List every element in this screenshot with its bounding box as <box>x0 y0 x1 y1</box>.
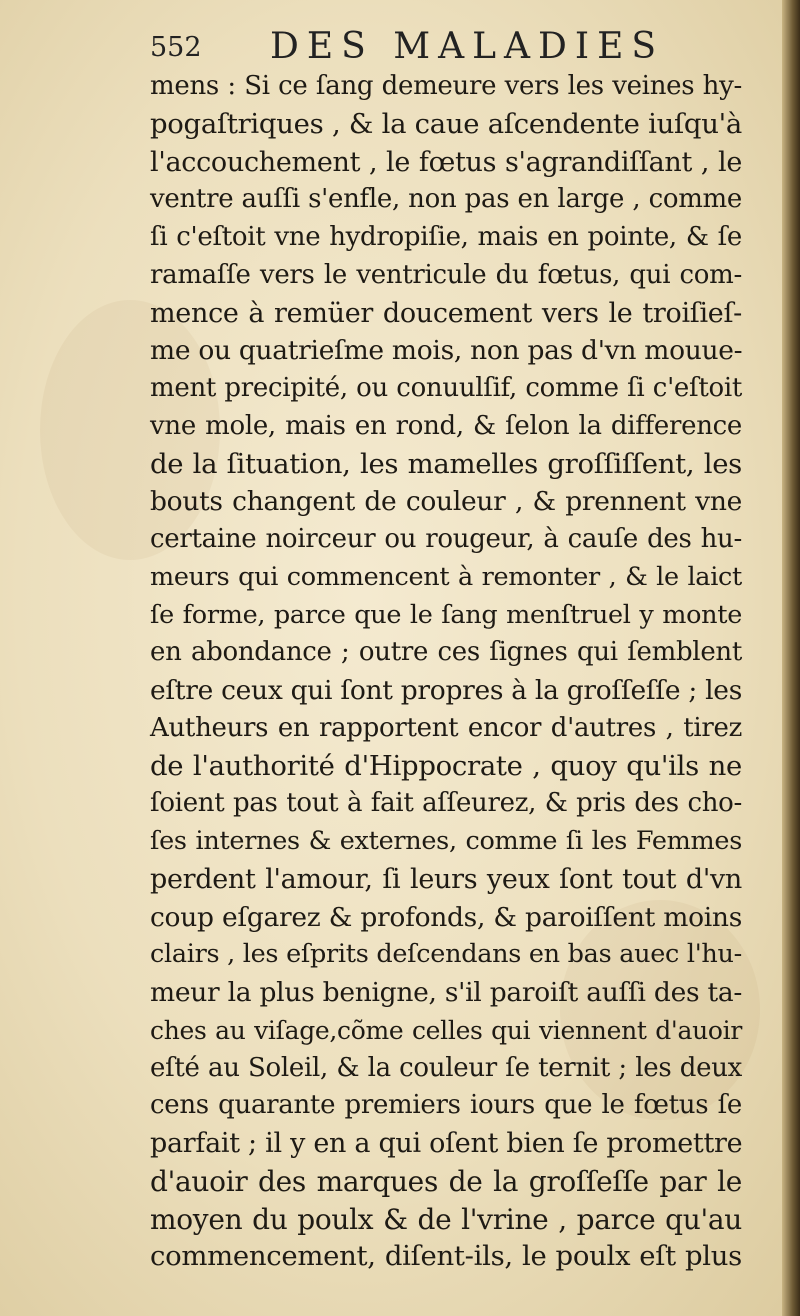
text-line: bouts changent de couleur , & prennent vne <box>150 486 742 518</box>
text-line: cens quarante premiers iours que le fœtus ſe <box>150 1090 742 1121</box>
text-line: certaine noirceur ou rougeur, à cauſe des hu- <box>150 524 742 554</box>
text-line: ches au viſage,cõme celles qui viennent d'auoir <box>150 1015 742 1045</box>
text-line: ventre auſſi s'enfle, non pas en large , comme <box>150 184 742 215</box>
text-line: de l'authorité d'Hippocrate , quoy qu'ils ne <box>150 749 742 782</box>
page-number: 552 <box>150 32 202 63</box>
text-line: d'auoir des marques de la groſſeſſe par le <box>150 1164 742 1198</box>
body-text <box>150 68 742 1276</box>
text-line: ſe forme, parce que le ſang menſtruel y monte <box>150 599 742 630</box>
text-line: commencement, diſent-ils, le poulx eſt plus <box>150 1240 742 1273</box>
text-line: clairs , les eſprits deſcendans en bas auec l'hu- <box>150 939 742 970</box>
text-line: de la ſituation, les mamelles groſſiſſent, les <box>150 447 742 480</box>
text-line: mens : Si ce ſang demeure vers les veines hy- <box>150 71 742 101</box>
text-line: eſté au Soleil, & la couleur ſe ternit ; les deux <box>150 1052 742 1083</box>
text-line: coup eſgarez & profonds, & paroiſſent moins <box>150 901 742 933</box>
text-line: l'accouchement , le fœtus s'agrandiſſant , le <box>150 146 742 178</box>
text-line: eſtre ceux qui ſont propres à la groſſeſſe ; les <box>150 675 742 706</box>
running-title: DES MALADIES <box>270 26 665 67</box>
text-line: ſi c'eſtoit vne hydropiſie, mais en pointe, & ſe <box>150 222 742 252</box>
text-line: meurs qui commencent à remonter , & le laict <box>150 561 742 592</box>
book-gutter <box>782 0 800 1316</box>
text-line: en abondance ; outre ces ſignes qui ſemblent <box>150 637 742 668</box>
text-line: meur la plus benigne, s'il paroiſt auſſi des ta- <box>150 977 742 1008</box>
text-line: parfait ; il y en a qui oſent bien ſe promettre <box>150 1128 743 1159</box>
text-line: moyen du poulx & de l'vrine , parce qu'au <box>150 1202 742 1236</box>
text-line: ramaſſe vers le ventricule du fœtus, qui com- <box>150 259 742 290</box>
text-line: ment precipité, ou conuulſif, comme ſi c'eſtoit <box>150 373 742 403</box>
text-line: ſes internes & externes, comme ſi les Femmes <box>150 826 742 856</box>
page-header <box>138 26 698 70</box>
text-line: vne mole, mais en rond, & ſelon la difference <box>150 410 742 441</box>
text-line: me ou quatrieſme mois, non pas d'vn mouue- <box>150 335 743 367</box>
text-line: Autheurs en rapportent encor d'autres , tirez <box>150 712 742 743</box>
text-line: ſoient pas tout à fait aſſeurez, & pris des cho- <box>150 788 742 819</box>
text-line: pogaſtriques , & la caue aſcendente iuſqu'à <box>150 107 742 140</box>
text-line: mence à remüer doucement vers le troiſieſ- <box>150 297 742 329</box>
text-line: perdent l'amour, ſi leurs yeux ſont tout d'vn <box>150 863 742 895</box>
